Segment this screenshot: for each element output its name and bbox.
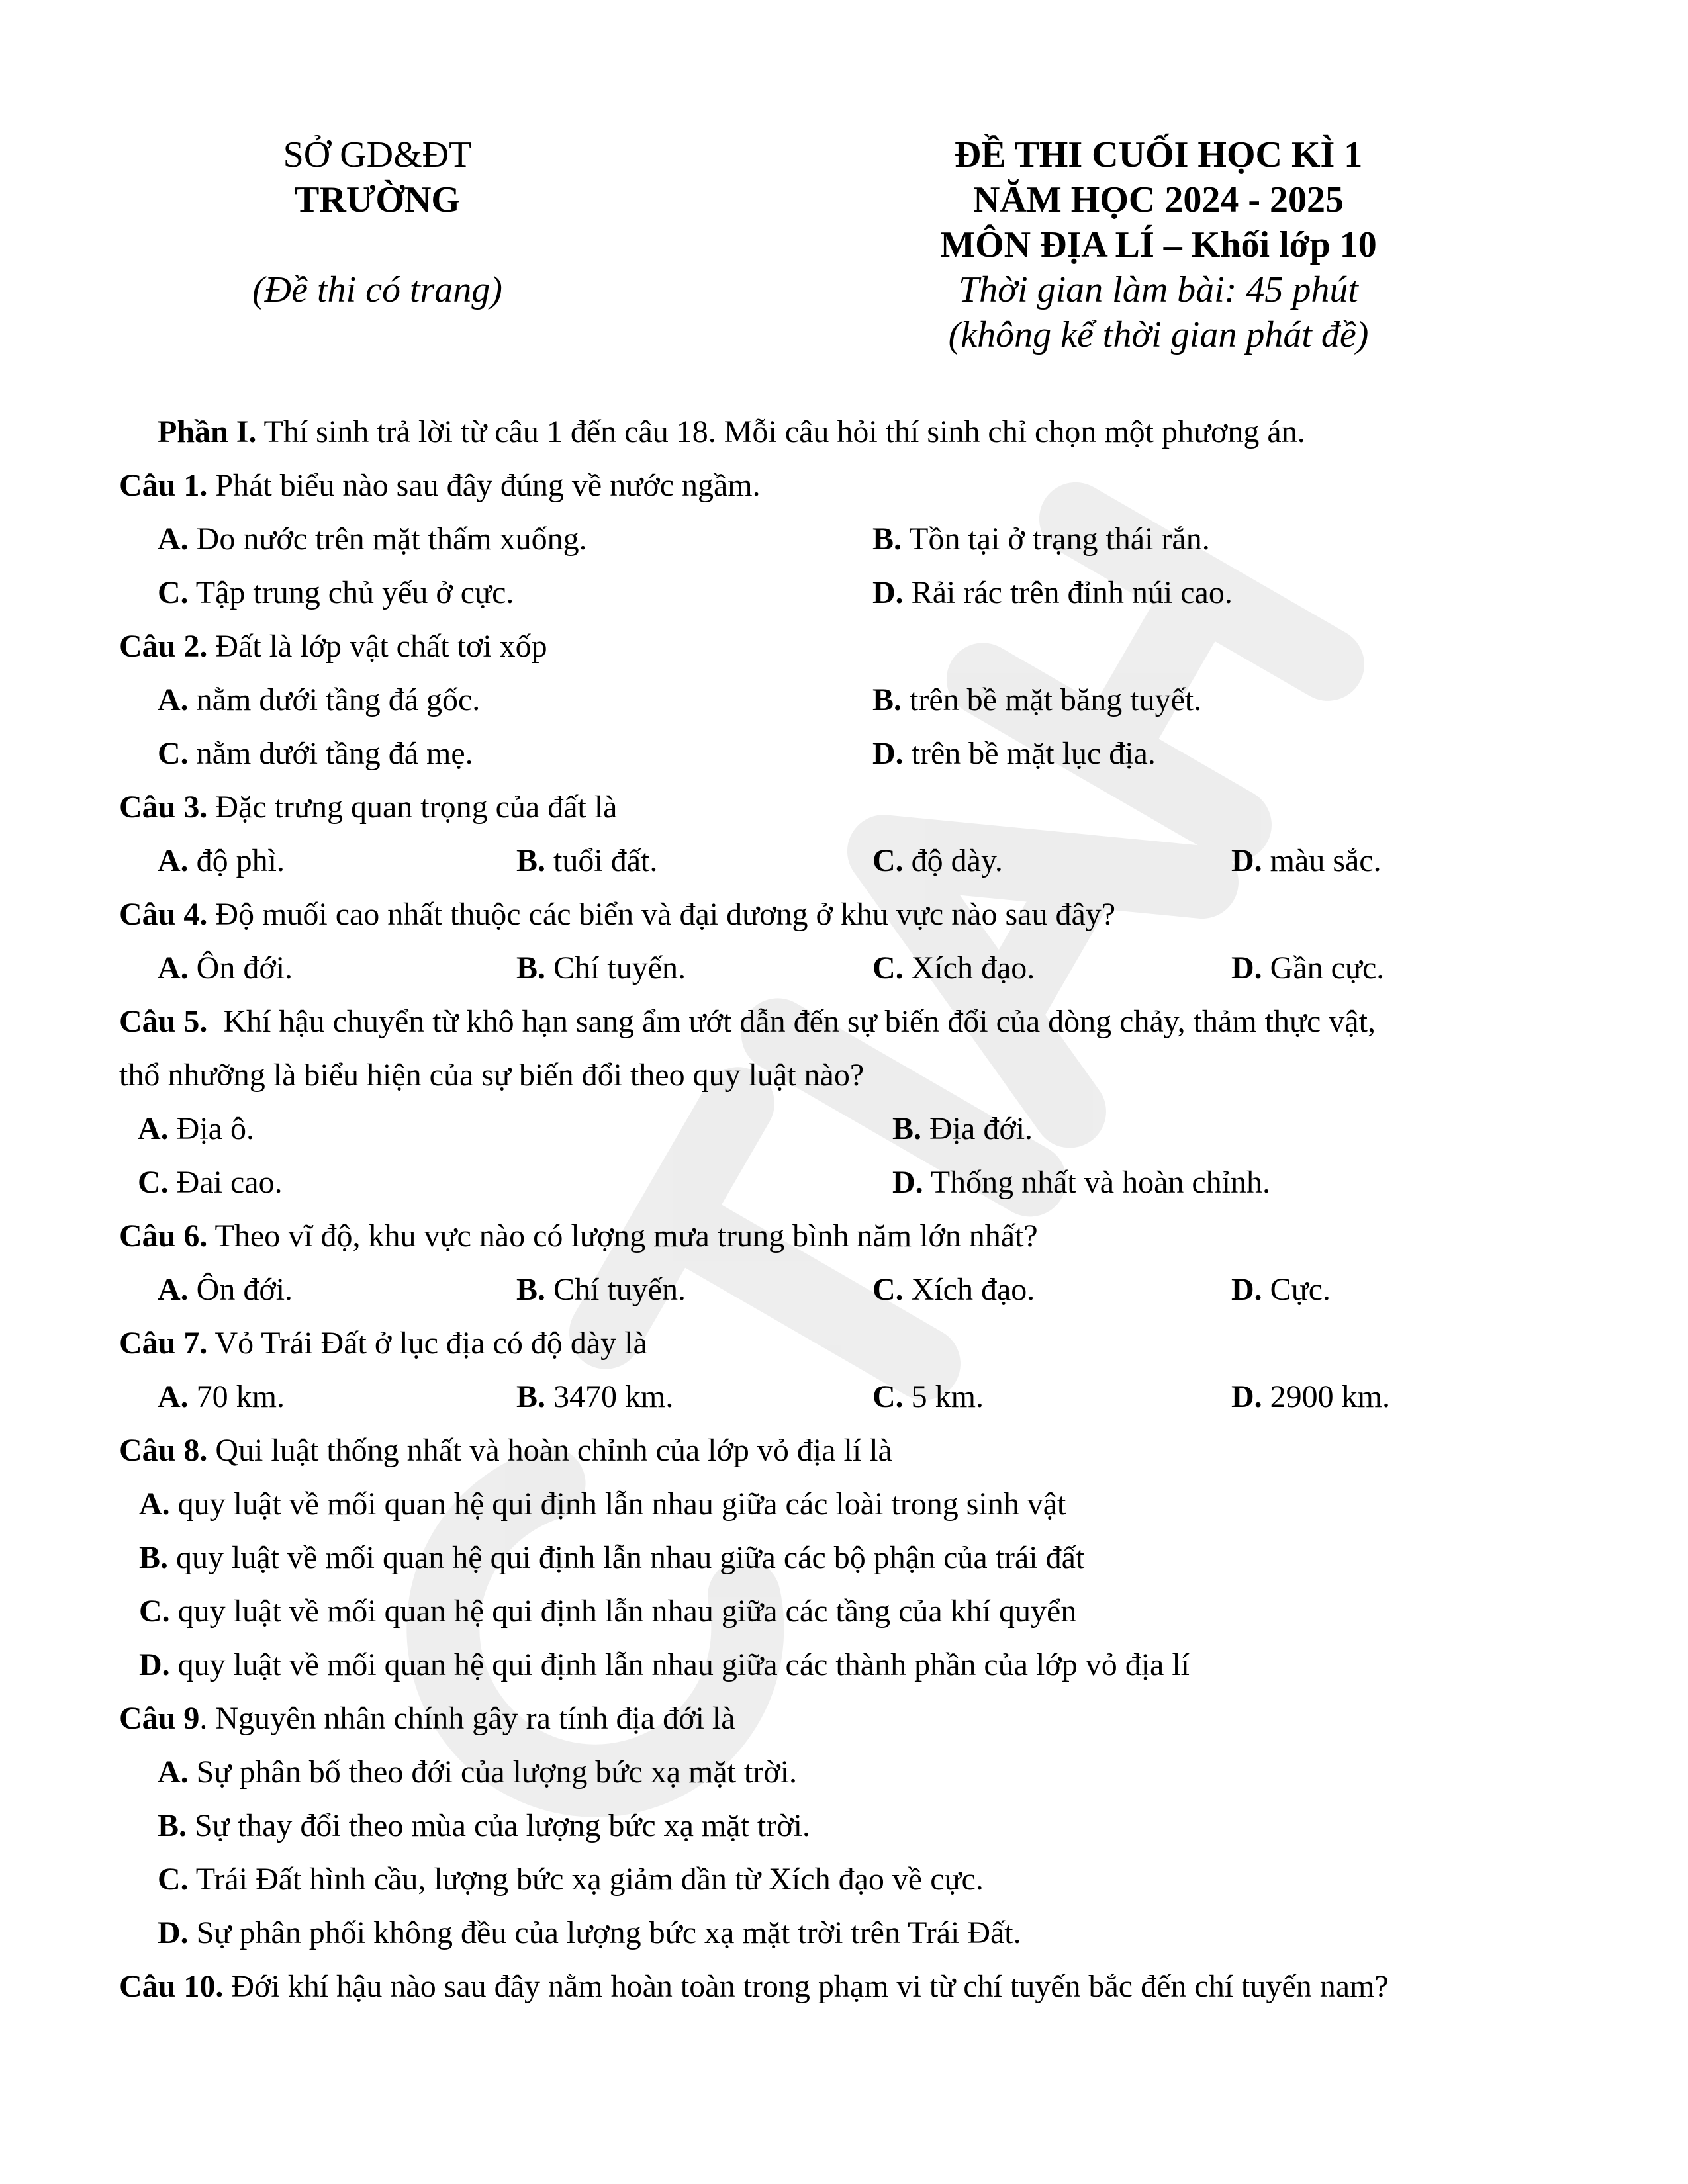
option: B. Chí tuyến. <box>516 1272 686 1307</box>
exam-duration: Thời gian làm bài: 45 phút <box>959 269 1358 310</box>
option: D. trên bề mặt lục địa. <box>872 736 1156 771</box>
option: A. 70 km. <box>158 1379 285 1414</box>
option-row <box>119 1156 1595 1209</box>
exam-header <box>0 132 1688 371</box>
option-row <box>119 727 1595 780</box>
option: C. Trái Đất hình cầu, lượng bức xạ giảm dần từ Xích đạo về cực. <box>158 1862 984 1897</box>
option: B. Tồn tại ở trạng thái rắn. <box>872 522 1210 557</box>
option: A. Ôn đới. <box>158 1272 293 1307</box>
option: B. Sự thay đổi theo mùa của lượng bức xạ mặt trời. <box>158 1808 810 1843</box>
option: D. Sự phân phối không đều của lượng bức xạ mặt trời trên Trái Đất. <box>158 1915 1021 1950</box>
question-text: Đất là lớp vật chất tơi xốp <box>207 629 547 664</box>
option: C. quy luật về mối quan hệ qui định lẫn nhau giữa các tầng của khí quyển <box>139 1594 1077 1629</box>
option-row <box>119 673 1595 727</box>
part-label: Phần I. <box>158 414 257 449</box>
question-label: Câu 8. <box>119 1433 208 1468</box>
question-text: Qui luật thống nhất và hoàn chỉnh của lớp vỏ địa lí là <box>207 1433 892 1468</box>
option: B. trên bề mặt băng tuyết. <box>872 682 1202 717</box>
question <box>119 1316 1595 1370</box>
question-label: Câu 4. <box>119 897 208 932</box>
question-text: Khí hậu chuyển từ khô hạn sang ẩm ướt dẫn đến sự biến đổi của dòng chảy, thảm thực vật, <box>207 1004 1376 1039</box>
option: D. Rải rác trên đỉnh núi cao. <box>872 575 1233 610</box>
question-text: . Nguyên nhân chính gây ra tính địa đới là <box>199 1701 735 1736</box>
exam-content <box>119 405 1595 2013</box>
option: B. 3470 km. <box>516 1379 674 1414</box>
question-text: Phát biểu nào sau đây đúng về nước ngầm. <box>207 468 761 503</box>
question-label: Câu 2. <box>119 629 208 664</box>
option: A. Do nước trên mặt thấm xuống. <box>158 522 587 557</box>
duration-note: (không kể thời gian phát đề) <box>948 314 1369 355</box>
question-text: Theo vĩ độ, khu vực nào có lượng mưa trung bình năm lớn nhất? <box>207 1218 1038 1253</box>
option-row <box>119 1263 1595 1316</box>
question <box>119 619 1595 673</box>
page-count-note: (Đề thi có trang) <box>252 269 502 310</box>
question-label: Câu 6. <box>119 1218 208 1253</box>
school-info <box>172 132 583 312</box>
question <box>119 887 1595 941</box>
option-row <box>119 1370 1595 1424</box>
school-name: TRƯỜNG <box>295 179 460 220</box>
question <box>119 1960 1595 2013</box>
option: D. Gần cực. <box>1231 950 1385 985</box>
question-label: Câu 7. <box>119 1326 208 1361</box>
option: B. tuổi đất. <box>516 843 658 878</box>
option: C. 5 km. <box>872 1379 984 1414</box>
school-year: NĂM HỌC 2024 - 2025 <box>973 179 1344 220</box>
option: A. độ phì. <box>158 843 285 878</box>
option-row <box>119 1102 1595 1156</box>
question-text: Đới khí hậu nào sau đây nằm hoàn toàn trong phạm vi từ chí tuyến bắc đến chí tuyến nam? <box>223 1969 1389 2004</box>
question <box>119 780 1595 834</box>
option: A. Địa ô. <box>138 1111 254 1146</box>
option: C. Tập trung chủ yếu ở cực. <box>158 575 514 610</box>
option: B. quy luật về mối quan hệ qui định lẫn nhau giữa các bộ phận của trái đất <box>139 1540 1085 1575</box>
question <box>119 995 1595 1048</box>
exam-title: ĐỀ THI CUỐI HỌC KÌ 1 <box>954 134 1363 175</box>
option-row <box>119 941 1595 995</box>
option: C. độ dày. <box>872 843 1003 878</box>
option: A. Ôn đới. <box>158 950 293 985</box>
option-row <box>119 512 1595 566</box>
question-label: Câu 3. <box>119 790 208 825</box>
option: D. Thống nhất và hoàn chỉnh. <box>892 1165 1271 1200</box>
question-continued: thổ nhưỡng là biểu hiện của sự biến đổi theo quy luật nào? <box>119 1058 865 1093</box>
part-instructions <box>119 405 1595 459</box>
question-text: Đặc trưng quan trọng của đất là <box>207 790 618 825</box>
option: D. màu sắc. <box>1231 843 1382 878</box>
question <box>119 1424 1595 1477</box>
option-row <box>119 834 1595 887</box>
option: A. quy luật về mối quan hệ qui định lẫn nhau giữa các loài trong sinh vật <box>139 1486 1066 1522</box>
option: C. Đai cao. <box>138 1165 283 1200</box>
part-text: Thí sinh trả lời từ câu 1 đến câu 18. Mỗi câu hỏi thí sinh chỉ chọn một phương án. <box>256 414 1305 449</box>
question <box>119 1692 1595 1745</box>
option: A. nằm dưới tầng đá gốc. <box>158 682 481 717</box>
subject-grade: MÔN ĐỊA LÍ – Khối lớp 10 <box>940 224 1377 265</box>
option: C. nằm dưới tầng đá mẹ. <box>158 736 473 771</box>
department-name: SỞ GD&ĐT <box>283 134 472 175</box>
question-label: Câu 5. <box>119 1004 208 1039</box>
question <box>119 1209 1595 1263</box>
option: B. Chí tuyến. <box>516 950 686 985</box>
question-label: Câu 9 <box>119 1701 200 1736</box>
question <box>119 459 1595 512</box>
option: C. Xích đạo. <box>872 1272 1035 1307</box>
option-row <box>119 566 1595 619</box>
question-label: Câu 1. <box>119 468 208 503</box>
question-text: Vỏ Trái Đất ở lục địa có độ dày là <box>207 1326 647 1361</box>
option: B. Địa đới. <box>892 1111 1033 1146</box>
exam-info <box>854 132 1463 357</box>
option: A. Sự phân bố theo đới của lượng bức xạ mặt trời. <box>158 1754 798 1790</box>
option: D. 2900 km. <box>1231 1379 1391 1414</box>
option: D. quy luật về mối quan hệ qui định lẫn nhau giữa các thành phần của lớp vỏ địa lí <box>139 1647 1190 1682</box>
question-text: Độ muối cao nhất thuộc các biển và đại dương ở khu vực nào sau đây? <box>207 897 1116 932</box>
option: C. Xích đạo. <box>872 950 1035 985</box>
option: D. Cực. <box>1231 1272 1331 1307</box>
question-label: Câu 10. <box>119 1969 224 2004</box>
